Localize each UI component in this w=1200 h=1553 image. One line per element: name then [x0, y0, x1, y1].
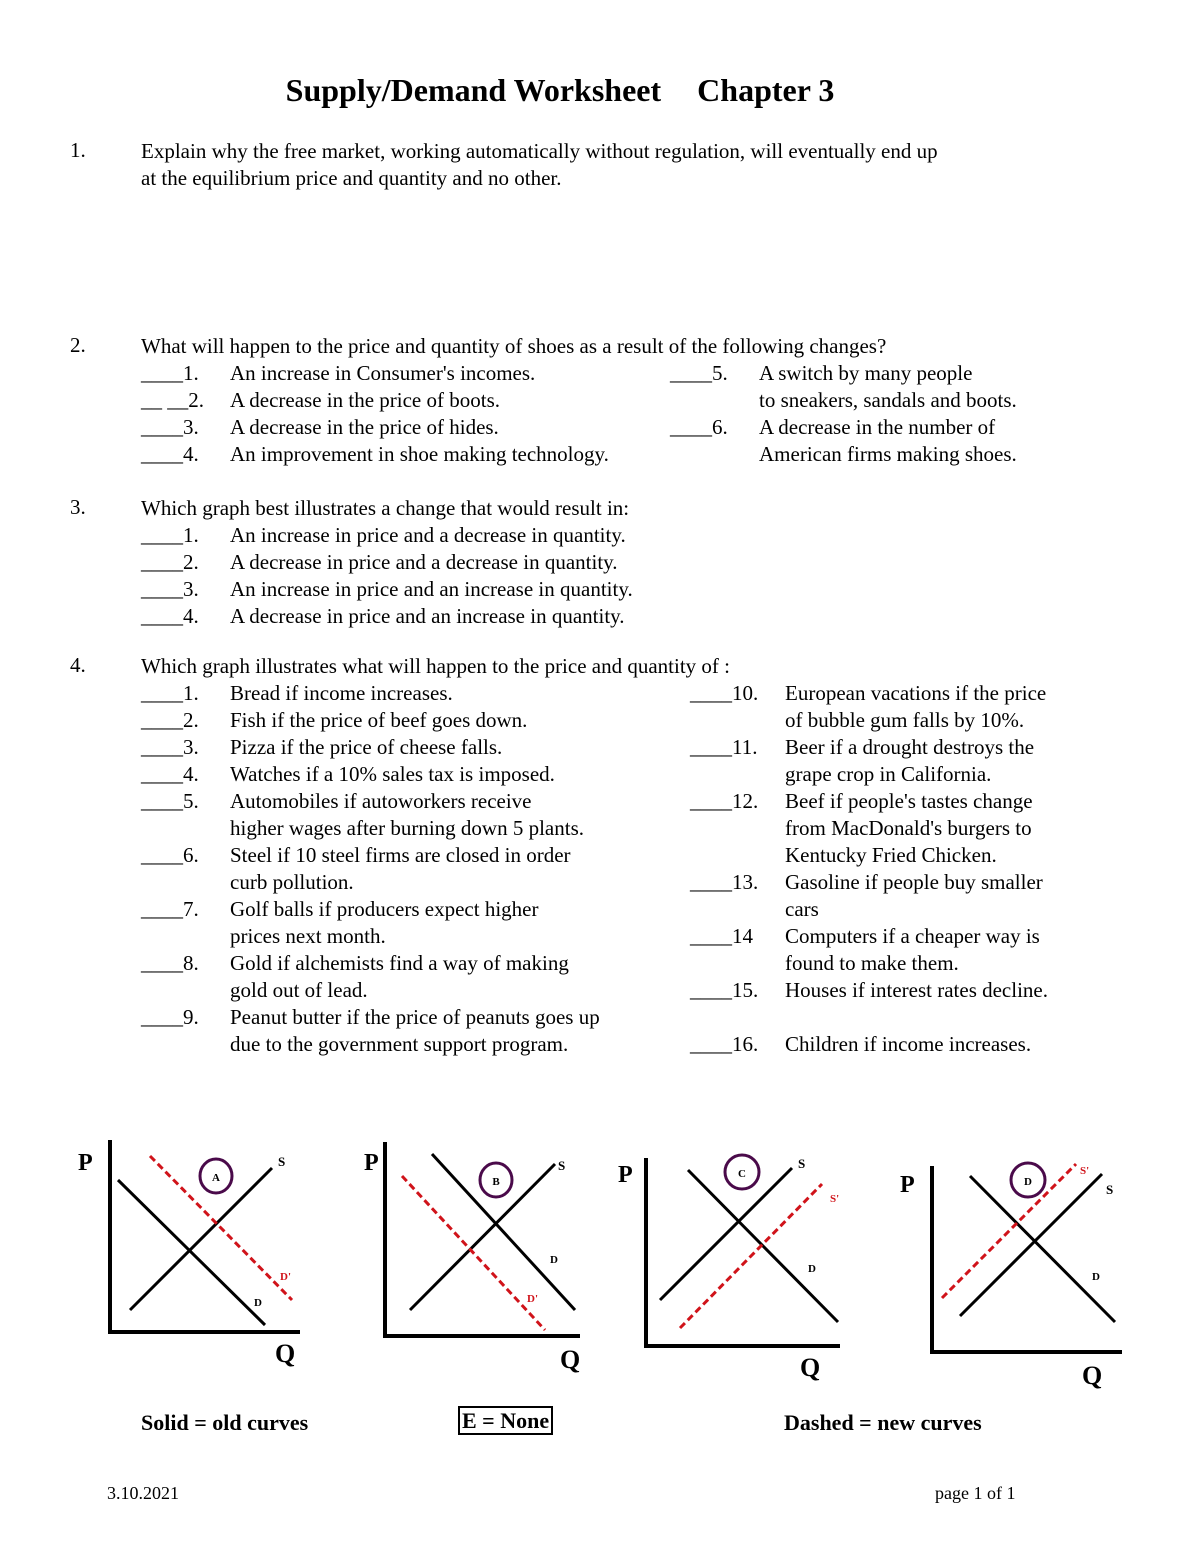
answer-blank[interactable]: ____4. — [141, 604, 199, 628]
item-text — [759, 414, 1017, 468]
graph-d-new-label: S' — [1080, 1165, 1090, 1177]
graph-a-p-label: P — [78, 1150, 93, 1176]
graph-b-q-label: Q — [560, 1345, 581, 1374]
footer-page: page 1 of 1 — [935, 1483, 1016, 1503]
answer-blank[interactable]: ____3. — [141, 415, 199, 439]
item-text — [230, 1004, 600, 1058]
item-line: American firms making shoes. — [759, 442, 1017, 466]
graph-d-d-label: D — [1092, 1271, 1100, 1283]
item-line: curb pollution. — [230, 870, 354, 894]
item-text: A decrease in price and a decrease in quantity. — [230, 550, 618, 574]
item-line: Houses if interest rates decline. — [785, 978, 1048, 1002]
item-text — [785, 680, 1046, 734]
graph-b-demand-curve — [432, 1154, 575, 1310]
graph-a-new-label: D' — [280, 1271, 291, 1283]
q1-text — [141, 138, 938, 192]
item-text — [230, 788, 584, 842]
legend-solid: Solid = old curves — [141, 1410, 309, 1435]
item-line: A decrease in the number of — [759, 415, 996, 439]
item-line: A decrease in the price of hides. — [230, 415, 499, 439]
graph-a-s-label: S — [278, 1154, 286, 1169]
q3-number: 3. — [70, 495, 86, 519]
item-text — [759, 360, 1017, 414]
item-line: Peanut butter if the price of peanuts goes up — [230, 1005, 600, 1029]
graph-d-axes — [932, 1166, 1122, 1352]
item-line: Automobiles if autoworkers receive — [230, 789, 532, 813]
item-line: European vacations if the price — [785, 681, 1047, 705]
item-text: A decrease in price and an increase in quantity. — [230, 604, 625, 628]
answer-blank[interactable]: ____8. — [141, 951, 199, 975]
item-text — [230, 680, 453, 707]
answer-blank[interactable]: ____2. — [141, 550, 199, 574]
answer-blank[interactable]: ____2. — [141, 708, 199, 732]
graph-d-p-label: P — [900, 1172, 915, 1198]
item-line: A switch by many people — [759, 361, 973, 385]
graph-c-d-label: D — [808, 1263, 816, 1275]
page-title — [0, 72, 1120, 109]
title-main: Supply/Demand Worksheet — [285, 72, 662, 108]
item-line: grape crop in California. — [785, 762, 992, 786]
q4-number: 4. — [70, 653, 86, 677]
item-line: to sneakers, sandals and boots. — [759, 388, 1017, 412]
graph-a-d-label: D — [254, 1297, 262, 1309]
answer-blank[interactable]: ____1. — [141, 361, 199, 385]
answer-blank[interactable]: ____11. — [690, 735, 758, 759]
item-line: Gasoline if people buy smaller — [785, 870, 1043, 894]
title-chapter: Chapter 3 — [697, 72, 835, 108]
item-line: Bread if income increases. — [230, 681, 453, 705]
answer-blank[interactable]: ____6. — [141, 843, 199, 867]
graph-d — [900, 1163, 1122, 1390]
item-line: A decrease in the price of boots. — [230, 388, 500, 412]
item-text — [230, 896, 538, 950]
item-text — [785, 788, 1033, 869]
answer-blank[interactable]: ____4. — [141, 762, 199, 786]
answer-blank[interactable]: ____12. — [690, 789, 759, 813]
graphs-panel — [0, 1120, 1200, 1400]
item-line: Pizza if the price of cheese falls. — [230, 735, 503, 759]
item-text: An increase in price and an increase in quantity. — [230, 577, 633, 601]
graph-b-new-label: D' — [527, 1293, 538, 1305]
item-line: Steel if 10 steel firms are closed in order — [230, 843, 571, 867]
item-line: Computers if a cheaper way is — [785, 924, 1040, 948]
graph-b-d-label: D — [550, 1254, 558, 1266]
graph-b — [364, 1142, 580, 1374]
q2-prompt: What will happen to the price and quantity of shoes as a result of the following changes? — [141, 334, 887, 358]
graph-a-label: A — [212, 1172, 220, 1184]
q4-prompt: Which graph illustrates what will happen to the price and quantity of : — [141, 654, 731, 678]
graph-c — [618, 1155, 840, 1382]
legend-none-box: E = None — [458, 1406, 553, 1435]
item-line: Beef if people's tastes change — [785, 789, 1033, 813]
answer-blank[interactable]: ____10. — [690, 681, 759, 705]
q1-line: Explain why the free market, working automatically without regulation, will eventually end up — [141, 139, 938, 163]
graph-b-p-label: P — [364, 1150, 379, 1176]
answer-blank[interactable]: ____6. — [670, 415, 728, 439]
item-line: Fish if the price of beef goes down. — [230, 708, 528, 732]
answer-blank[interactable]: ____3. — [141, 735, 199, 759]
answer-blank[interactable]: ____5. — [670, 361, 728, 385]
item-line: Golf balls if producers expect higher — [230, 897, 539, 921]
answer-blank[interactable]: ____16. — [690, 1032, 759, 1056]
footer-date: 3.10.2021 — [107, 1483, 179, 1503]
answer-blank[interactable]: ____1. — [141, 681, 199, 705]
item-text — [230, 360, 535, 387]
item-line: Kentucky Fried Chicken. — [785, 843, 997, 867]
item-line: from MacDonald's burgers to — [785, 816, 1032, 840]
graph-a-demand-curve — [118, 1180, 265, 1325]
item-text — [230, 441, 609, 468]
graph-d-s-label: S — [1106, 1182, 1114, 1197]
graph-c-new-label: S' — [830, 1193, 840, 1205]
item-text — [230, 842, 571, 896]
item-line: Children if income increases. — [785, 1032, 1032, 1056]
graph-a-new-curve — [150, 1156, 292, 1300]
graph-c-axes — [646, 1158, 840, 1346]
graph-a-q-label: Q — [275, 1339, 296, 1368]
item-line: Beer if a drought destroys the — [785, 735, 1035, 759]
answer-blank[interactable]: __ __2. — [141, 388, 204, 412]
graph-a — [78, 1140, 300, 1368]
graph-c-q-label: Q — [800, 1353, 821, 1382]
item-line: cars — [785, 897, 819, 921]
item-line: found to make them. — [785, 951, 959, 975]
item-text — [230, 414, 499, 441]
item-line: prices next month. — [230, 924, 386, 948]
item-line: of bubble gum falls by 10%. — [785, 708, 1025, 732]
item-text — [230, 734, 502, 761]
item-line: higher wages after burning down 5 plants. — [230, 816, 584, 840]
answer-blank[interactable]: ____4. — [141, 442, 199, 466]
legend-dashed: Dashed = new curves — [784, 1410, 982, 1435]
item-line: Watches if a 10% sales tax is imposed. — [230, 762, 555, 786]
graph-b-s-label: S — [558, 1158, 566, 1173]
item-text — [785, 734, 1034, 788]
item-text — [230, 950, 569, 1004]
graph-c-s-label: S — [798, 1156, 806, 1171]
answer-blank[interactable]: ____14 — [690, 924, 753, 948]
item-text — [785, 977, 1048, 1004]
graph-a-supply-curve — [130, 1168, 272, 1310]
item-text — [230, 387, 500, 414]
item-line: Gold if alchemists find a way of making — [230, 951, 569, 975]
answer-blank[interactable]: ____9. — [141, 1005, 199, 1029]
graph-b-label: B — [492, 1176, 500, 1188]
answer-blank[interactable]: ____13. — [690, 870, 759, 894]
graph-d-new-curve — [942, 1164, 1076, 1298]
answer-blank[interactable]: ____7. — [141, 897, 199, 921]
q1-number: 1. — [70, 138, 86, 162]
graph-c-demand-curve — [688, 1170, 838, 1322]
answer-blank[interactable]: ____3. — [141, 577, 199, 601]
graph-d-q-label: Q — [1082, 1361, 1103, 1390]
graph-c-label: C — [738, 1168, 746, 1180]
item-text — [785, 1031, 1031, 1058]
item-line: An improvement in shoe making technology. — [230, 442, 609, 466]
legend-none — [458, 1408, 553, 1434]
item-line: An increase in Consumer's incomes. — [230, 361, 536, 385]
item-text — [230, 761, 555, 788]
item-text — [785, 869, 1043, 923]
answer-blank[interactable]: ____15. — [690, 978, 759, 1002]
item-line: gold out of lead. — [230, 978, 368, 1002]
answer-blank[interactable]: ____5. — [141, 789, 199, 813]
item-text — [785, 923, 1040, 977]
graph-c-p-label: P — [618, 1162, 633, 1188]
graph-c-new-curve — [680, 1184, 822, 1328]
q2-number: 2. — [70, 333, 86, 357]
graph-d-label: D — [1024, 1176, 1032, 1188]
q1-line: at the equilibrium price and quantity and no other. — [141, 166, 562, 190]
q3-prompt: Which graph best illustrates a change that would result in: — [141, 496, 630, 520]
answer-blank[interactable]: ____1. — [141, 523, 199, 547]
item-text: An increase in price and a decrease in quantity. — [230, 523, 626, 547]
item-line: due to the government support program. — [230, 1032, 569, 1056]
item-text — [230, 707, 527, 734]
